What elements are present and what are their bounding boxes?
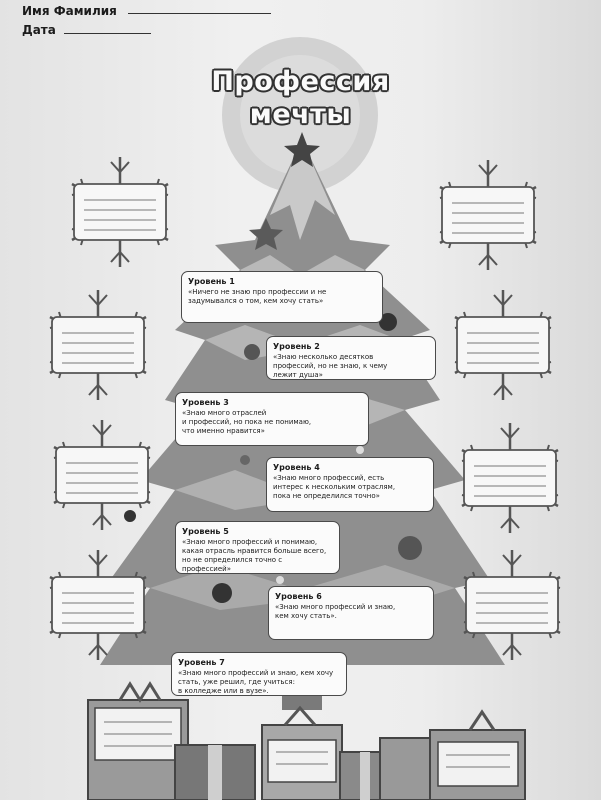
level-5-text: «Знаю много отраслей и профессий, но пока не понимаю, что именно нравится» xyxy=(182,409,312,435)
snowflake-right-1 xyxy=(440,160,536,270)
name-label: Имя Фамилия xyxy=(22,4,117,18)
level-6-text: «Знаю несколько десятков профессий, но не знаю, к чему лежит душа» xyxy=(273,353,388,379)
level-6-box xyxy=(266,336,436,380)
snowflake-left-2 xyxy=(50,290,146,400)
level-5-box xyxy=(175,392,369,446)
level-2-label: Уровень 6 xyxy=(275,592,322,601)
level-6-label: Уровень 2 xyxy=(273,342,320,351)
level-4-label: Уровень 4 xyxy=(273,463,320,472)
snowflake-right-2 xyxy=(455,290,551,400)
level-7-box xyxy=(181,271,383,323)
level-1-text: «Знаю много профессий и знаю, кем хочу стать, уже решил, где учиться: в колледже или в вузе». xyxy=(178,669,334,695)
level-3-text: «Знаю много профессий и понимаю, какая отрасль нравится больше всего, но не определился точно с профессией» xyxy=(182,538,327,573)
level-4-box xyxy=(266,457,434,512)
date-label: Дата xyxy=(22,23,56,37)
level-1-label: Уровень 7 xyxy=(178,658,225,667)
snowflake-right-3 xyxy=(462,423,558,533)
level-7-text: «Ничего не знаю про профессии и не задумывался о том, кем хочу стать» xyxy=(188,288,327,305)
level-3-box xyxy=(175,521,340,574)
name-line[interactable] xyxy=(128,13,271,14)
page-title-line2: мечты xyxy=(249,99,352,130)
page-title-line1: Профессия xyxy=(211,66,390,97)
level-5-label: Уровень 3 xyxy=(182,398,229,407)
date-line[interactable] xyxy=(64,33,151,34)
snowflake-left-1 xyxy=(72,157,168,267)
level-2-text: «Знаю много профессий и знаю, кем хочу стать». xyxy=(275,603,396,620)
level-2-box xyxy=(268,586,434,640)
level-3-label: Уровень 5 xyxy=(182,527,229,536)
snowflake-left-3 xyxy=(54,420,150,530)
level-4-text: «Знаю много профессий, есть интерес к нескольким отраслям, пока не определился точно» xyxy=(273,474,396,500)
level-1-box xyxy=(171,652,347,696)
level-7-label: Уровень 1 xyxy=(188,277,235,286)
